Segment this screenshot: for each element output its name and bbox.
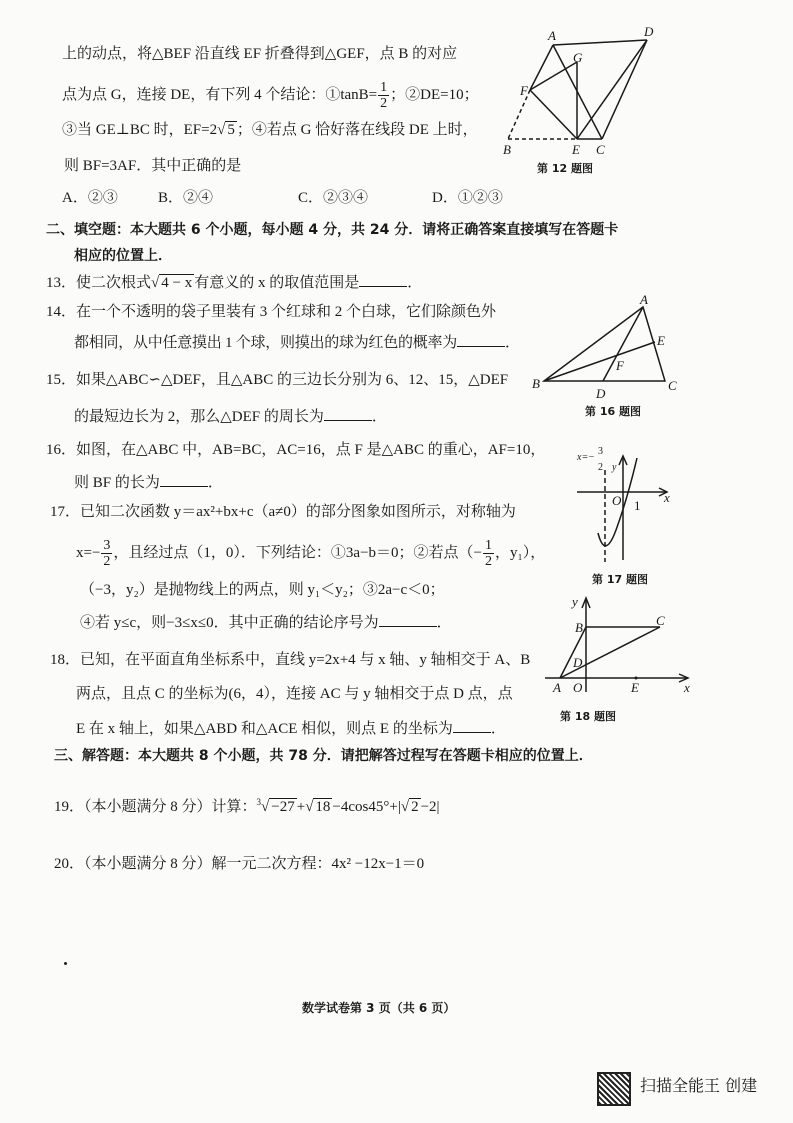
figure-17	[577, 456, 667, 562]
fig17-label-x: x	[664, 490, 670, 505]
q16-end: ．	[207, 475, 223, 491]
q17-end: ．	[436, 615, 452, 631]
fig12-label-a: A	[548, 28, 556, 43]
denominator: 2	[380, 96, 388, 111]
q12-line2b: ；②DE=10；	[390, 86, 479, 103]
fig16-label-a: A	[640, 292, 648, 307]
fig16-label-d: D	[596, 386, 606, 401]
fig12-label-g: G	[573, 50, 583, 65]
fig16-label-b: B	[532, 376, 540, 391]
fig12-label-f: F	[520, 83, 528, 98]
fig17-axis-den: 2	[598, 462, 603, 473]
numerator: 1	[380, 80, 388, 95]
radicand: 18	[315, 799, 331, 815]
q18-text: E 在 x 轴上，如果△ABD 和△ACE 相似，则点 E 的坐标为	[76, 721, 453, 737]
fig18-label-a: A	[553, 680, 561, 695]
denominator: 2	[485, 554, 493, 569]
q12-line3: ③当 GE⊥BC 时，EF=2√ 5 ；④若点 G 恰好落在线段 DE 上时，	[62, 122, 478, 138]
q18-line1: 18．已知，在平面直角坐标系中，直线 y=2x+4 与 x 轴、y 轴相交于 A、B	[50, 652, 531, 668]
fig17-label-o: O	[612, 493, 622, 508]
fig12-label-b: B	[503, 142, 511, 157]
fig18-label-y: y	[572, 594, 578, 609]
q12-line2a: 点为点 G，连接 DE，有下列 4 个结论：①tanB=	[62, 86, 378, 103]
root-index: 3	[256, 797, 262, 807]
fig18-caption: 第 18 题图	[560, 710, 616, 723]
q15-text: 的最短边长为 2，那么△DEF 的周长为	[74, 409, 324, 425]
fig17-label-y: y	[612, 462, 617, 473]
q17-text: ，y₁），	[495, 544, 546, 561]
q19-op: −2|	[420, 799, 440, 815]
fig17-label-one: 1	[634, 498, 641, 513]
figure-18	[545, 598, 688, 692]
section2-heading: 二、填空题：本大题共 6 个小题，每小题 4 分，共 24 分．请将正确答案直接填写在答题卡	[46, 222, 619, 238]
radicand: −27	[271, 799, 295, 815]
q13-text2: 有意义的 x 的取值范围是	[194, 275, 360, 291]
q16-text: 则 BF 的长为	[74, 475, 160, 491]
q17-text: x=−	[76, 544, 101, 561]
q13-text: 13．使二次根式	[46, 275, 152, 291]
q19-op: −4cos45°+|	[332, 799, 401, 815]
q15-line1: 15．如果△ABC∽△DEF，且△ABC 的三边长分别为 6、12、15，△DEF	[46, 372, 509, 388]
q14-text: 都相同，从中任意摸出 1 个球，则摸出的球为红色的概率为	[74, 335, 458, 351]
q12-option-b: B．②④	[158, 190, 214, 206]
fig17-axis-num: 3	[598, 446, 603, 457]
fig16-label-c: C	[668, 378, 677, 393]
radicand: 2	[411, 799, 419, 815]
qr-code-icon	[597, 1072, 631, 1106]
fig16-caption: 第 16 题图	[585, 405, 641, 418]
numerator: 1	[485, 538, 493, 553]
q18-line2: 两点，且点 C 的坐标为(6，4），连接 AC 与 y 轴相交于点 D 点，点	[76, 686, 513, 702]
fig18-label-d: D	[573, 655, 583, 670]
radicand: 4 − x	[161, 275, 193, 291]
q20: 20．（本小题满分 8 分）解一元二次方程：4x² −12x−1＝0	[54, 856, 425, 872]
fig18-label-x: x	[684, 680, 690, 695]
q19-op: +	[296, 799, 306, 815]
q19: 19．（本小题满分 8 分）计算：$^3$√ −27 +√ 18 −4cos45°+|√ 2 −2|	[54, 797, 440, 815]
fig12-label-d: D	[644, 24, 654, 39]
fig18-label-c: C	[656, 613, 665, 628]
q12-line1: 上的动点，将△BEF 沿直线 EF 折叠得到△GEF，点 B 的对应	[62, 46, 458, 62]
q12-line3b: ；④若点 G 恰好落在线段 DE 上时，	[236, 122, 478, 138]
q12-option-c: C．②③④	[298, 190, 369, 206]
fig12-label-e: E	[572, 142, 580, 157]
radicand: 5	[227, 122, 235, 138]
fig18-label-e: E	[631, 680, 639, 695]
q12-line4: 则 BF=3AF．其中正确的是	[64, 158, 242, 174]
fig12-label-c: C	[596, 142, 605, 157]
section2-heading-cont: 相应的位置上．	[74, 248, 172, 264]
q16-line1: 16．如图，在△ABC 中，AB=BC，AC=16，点 F 是△ABC 的重心，AF=10，	[46, 442, 546, 458]
q18-end: ．	[490, 721, 506, 737]
q13-end: ．	[407, 275, 423, 291]
fig18-label-b: B	[575, 620, 583, 635]
q14-line1: 14．在一个不透明的袋子里装有 3 个红球和 2 个白球，它们除颜色外	[46, 304, 497, 320]
q17-line3: （−3，y₂）是抛物线上的两点，则 y₁＜y₂；③2a−c＜0；	[80, 582, 445, 598]
fig12-caption: 第 12 题图	[537, 162, 593, 175]
figure-16	[544, 307, 665, 381]
fig16-label-f: F	[616, 358, 624, 373]
q15-end: ．	[371, 409, 387, 425]
fig17-caption: 第 17 题图	[592, 573, 648, 586]
q17-text: ④若 y≤c，则−3≤x≤0．其中正确的结论序号为	[80, 615, 379, 631]
q19-text: 19．（本小题满分 8 分）计算：	[54, 799, 257, 815]
fig16-label-e: E	[657, 333, 665, 348]
section3-heading: 三、解答题：本大题共 8 个小题，共 78 分．请把解答过程写在答题卡相应的位置上．	[54, 748, 593, 764]
q13: 13．使二次根式√ 4 − x 有意义的 x 的取值范围是 ．	[46, 272, 422, 293]
numerator: 3	[103, 538, 111, 553]
denominator: 2	[103, 554, 111, 569]
q12-option-a: A．②③	[62, 190, 118, 206]
q12-line3a: ③当 GE⊥BC 时，EF=2	[62, 122, 218, 138]
q17-line1: 17．已知二次函数 y＝ax²+bx+c（a≠0）的部分图象如图所示，对称轴为	[50, 504, 516, 520]
fig17-axis-label: x=−	[577, 452, 595, 463]
scanner-watermark: 扫描全能王 创建	[640, 1076, 758, 1095]
page-footer: 数学试卷第 3 页（共 6 页）	[302, 1001, 456, 1015]
fig18-label-o: O	[573, 680, 583, 695]
q14-end: ．	[505, 335, 520, 351]
q12-option-d: D．①②③	[432, 190, 503, 206]
q17-text: ，且经过点（1，0）．下列结论：①3a−b＝0；②若点（−	[113, 544, 483, 561]
